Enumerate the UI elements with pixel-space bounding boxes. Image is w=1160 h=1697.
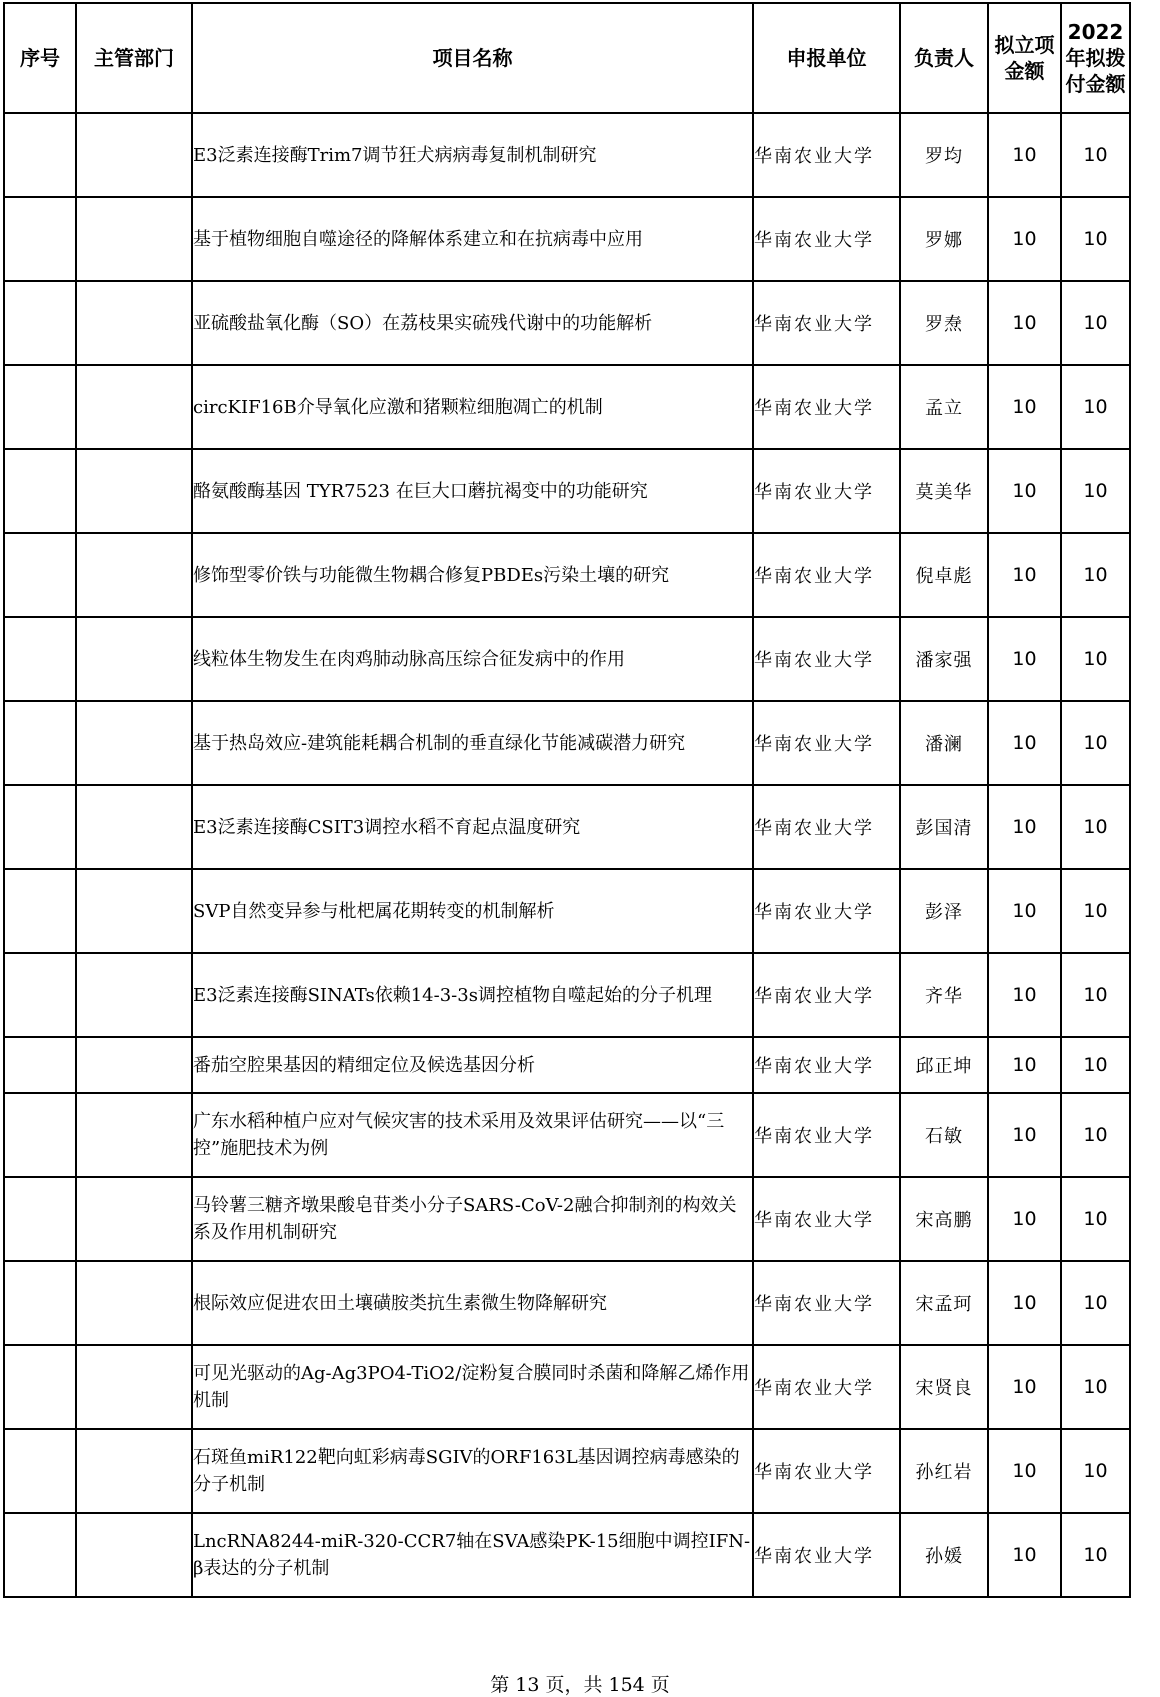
header-project: 项目名称 (192, 3, 753, 113)
seq-cell (4, 953, 76, 1037)
seq-cell (4, 617, 76, 701)
project-name-cell: 酪氨酸酶基因 TYR7523 在巨大口蘑抗褐变中的功能研究 (192, 449, 753, 533)
table-row (4, 365, 1130, 449)
seq-cell (4, 449, 76, 533)
amount-cell: 10 (988, 869, 1061, 953)
person-cell: 宋孟珂 (900, 1261, 988, 1345)
project-name-cell: 马铃薯三糖齐墩果酸皂苷类小分子SARS-CoV-2融合抑制剂的构效关系及作用机制研究 (192, 1177, 753, 1261)
amount-cell: 10 (988, 365, 1061, 449)
project-name-cell: 修饰型零价铁与功能微生物耦合修复PBDEs污染土壤的研究 (192, 533, 753, 617)
header-dept: 主管部门 (76, 3, 192, 113)
dept-cell (76, 1037, 192, 1093)
amount-cell: 10 (988, 197, 1061, 281)
unit-cell: 华南农业大学 (753, 1345, 900, 1429)
project-name-cell: SVP自然变异参与枇杷属花期转变的机制解析 (192, 869, 753, 953)
person-cell: 齐华 (900, 953, 988, 1037)
unit-cell: 华南农业大学 (753, 113, 900, 197)
table-row (4, 869, 1130, 953)
table-row (4, 1261, 1130, 1345)
seq-cell (4, 1345, 76, 1429)
pay-cell: 10 (1061, 1037, 1130, 1093)
unit-cell: 华南农业大学 (753, 953, 900, 1037)
header-amount: 拟立项金额 (988, 3, 1061, 113)
project-name-cell: 线粒体生物发生在肉鸡肺动脉高压综合征发病中的作用 (192, 617, 753, 701)
amount-cell: 10 (988, 1037, 1061, 1093)
person-cell: 宋贤良 (900, 1345, 988, 1429)
pay-cell: 10 (1061, 533, 1130, 617)
unit-cell: 华南农业大学 (753, 449, 900, 533)
amount-cell: 10 (988, 113, 1061, 197)
unit-cell: 华南农业大学 (753, 1429, 900, 1513)
person-cell: 莫美华 (900, 449, 988, 533)
dept-cell (76, 1177, 192, 1261)
table-row (4, 701, 1130, 785)
pay-cell: 10 (1061, 701, 1130, 785)
pay-cell: 10 (1061, 617, 1130, 701)
table-row (4, 197, 1130, 281)
seq-cell (4, 1261, 76, 1345)
person-cell: 邱正坤 (900, 1037, 988, 1093)
table-row (4, 1093, 1130, 1177)
dept-cell (76, 953, 192, 1037)
project-name-cell: 石斑鱼miR122靶向虹彩病毒SGIV的ORF163L基因调控病毒感染的分子机制 (192, 1429, 753, 1513)
project-name-cell: LncRNA8244-miR-320-CCR7轴在SVA感染PK-15细胞中调控IFN-β表达的分子机制 (192, 1513, 753, 1597)
project-name-cell: 番茄空腔果基因的精细定位及候选基因分析 (192, 1037, 753, 1093)
person-cell: 罗焘 (900, 281, 988, 365)
table-row (4, 533, 1130, 617)
table-row (4, 1345, 1130, 1429)
project-name-cell: E3泛素连接酶CSIT3调控水稻不育起点温度研究 (192, 785, 753, 869)
seq-cell (4, 281, 76, 365)
person-cell: 孟立 (900, 365, 988, 449)
amount-cell: 10 (988, 1513, 1061, 1597)
amount-cell: 10 (988, 785, 1061, 869)
seq-cell (4, 1093, 76, 1177)
project-name-cell: circKIF16B介导氧化应激和猪颗粒细胞凋亡的机制 (192, 365, 753, 449)
project-name-cell: 基于植物细胞自噬途径的降解体系建立和在抗病毒中应用 (192, 197, 753, 281)
person-cell: 罗均 (900, 113, 988, 197)
amount-cell: 10 (988, 701, 1061, 785)
pay-cell: 10 (1061, 197, 1130, 281)
person-cell: 孙红岩 (900, 1429, 988, 1513)
dept-cell (76, 365, 192, 449)
amount-cell: 10 (988, 1345, 1061, 1429)
pay-cell: 10 (1061, 281, 1130, 365)
pay-cell: 10 (1061, 953, 1130, 1037)
dept-cell (76, 1261, 192, 1345)
project-name-cell: 根际效应促进农田土壤磺胺类抗生素微生物降解研究 (192, 1261, 753, 1345)
pay-cell: 10 (1061, 1345, 1130, 1429)
person-cell: 潘家强 (900, 617, 988, 701)
project-name-cell: 广东水稻种植户应对气候灾害的技术采用及效果评估研究——以“三控”施肥技术为例 (192, 1093, 753, 1177)
project-name-cell: E3泛素连接酶SINATs依赖14-3-3s调控植物自噬起始的分子机理 (192, 953, 753, 1037)
dept-cell (76, 533, 192, 617)
person-cell: 彭国清 (900, 785, 988, 869)
seq-cell (4, 701, 76, 785)
pay-cell: 10 (1061, 785, 1130, 869)
amount-cell: 10 (988, 449, 1061, 533)
seq-cell (4, 365, 76, 449)
dept-cell (76, 449, 192, 533)
table-row (4, 1037, 1130, 1093)
pay-cell: 10 (1061, 1261, 1130, 1345)
person-cell: 宋高鹏 (900, 1177, 988, 1261)
seq-cell (4, 1429, 76, 1513)
unit-cell: 华南农业大学 (753, 869, 900, 953)
person-cell: 罗娜 (900, 197, 988, 281)
unit-cell: 华南农业大学 (753, 281, 900, 365)
project-name-cell: E3泛素连接酶Trim7调节狂犬病病毒复制机制研究 (192, 113, 753, 197)
table-row (4, 785, 1130, 869)
table-row (4, 113, 1130, 197)
project-name-cell: 亚硫酸盐氧化酶（SO）在荔枝果实硫残代谢中的功能解析 (192, 281, 753, 365)
unit-cell: 华南农业大学 (753, 1261, 900, 1345)
pay-cell: 10 (1061, 365, 1130, 449)
dept-cell (76, 281, 192, 365)
table-row (4, 1177, 1130, 1261)
person-cell: 潘澜 (900, 701, 988, 785)
header-pay: 2022年拟拨付金额 (1061, 3, 1130, 113)
dept-cell (76, 1429, 192, 1513)
seq-cell (4, 1177, 76, 1261)
unit-cell: 华南农业大学 (753, 785, 900, 869)
table-row (4, 617, 1130, 701)
seq-cell (4, 197, 76, 281)
person-cell: 彭泽 (900, 869, 988, 953)
seq-cell (4, 785, 76, 869)
unit-cell: 华南农业大学 (753, 617, 900, 701)
amount-cell: 10 (988, 953, 1061, 1037)
dept-cell (76, 869, 192, 953)
unit-cell: 华南农业大学 (753, 1177, 900, 1261)
amount-cell: 10 (988, 281, 1061, 365)
dept-cell (76, 617, 192, 701)
amount-cell: 10 (988, 1261, 1061, 1345)
unit-cell: 华南农业大学 (753, 365, 900, 449)
table-row (4, 281, 1130, 365)
project-name-cell: 可见光驱动的Ag-Ag3PO4-TiO2/淀粉复合膜同时杀菌和降解乙烯作用机制 (192, 1345, 753, 1429)
amount-cell: 10 (988, 1093, 1061, 1177)
table-row (4, 449, 1130, 533)
dept-cell (76, 701, 192, 785)
header-seq: 序号 (4, 3, 76, 113)
pay-cell: 10 (1061, 869, 1130, 953)
table-row (4, 1513, 1130, 1597)
unit-cell: 华南农业大学 (753, 1513, 900, 1597)
unit-cell: 华南农业大学 (753, 533, 900, 617)
dept-cell (76, 1513, 192, 1597)
unit-cell: 华南农业大学 (753, 1037, 900, 1093)
person-cell: 石敏 (900, 1093, 988, 1177)
header-row (4, 3, 1130, 113)
dept-cell (76, 197, 192, 281)
dept-cell (76, 1093, 192, 1177)
page-footer: 第 13 页，共 154 页 (490, 1674, 670, 1696)
dept-cell (76, 785, 192, 869)
table-row (4, 953, 1130, 1037)
pay-cell: 10 (1061, 1093, 1130, 1177)
dept-cell (76, 1345, 192, 1429)
pay-cell: 10 (1061, 449, 1130, 533)
person-cell: 倪卓彪 (900, 533, 988, 617)
pay-cell: 10 (1061, 1513, 1130, 1597)
seq-cell (4, 113, 76, 197)
dept-cell (76, 113, 192, 197)
unit-cell: 华南农业大学 (753, 1093, 900, 1177)
pay-cell: 10 (1061, 1429, 1130, 1513)
amount-cell: 10 (988, 533, 1061, 617)
header-person: 负责人 (900, 3, 988, 113)
pay-cell: 10 (1061, 1177, 1130, 1261)
seq-cell (4, 533, 76, 617)
table-row (4, 1429, 1130, 1513)
header-unit: 申报单位 (753, 3, 900, 113)
unit-cell: 华南农业大学 (753, 197, 900, 281)
person-cell: 孙媛 (900, 1513, 988, 1597)
amount-cell: 10 (988, 1177, 1061, 1261)
pay-cell: 10 (1061, 113, 1130, 197)
seq-cell (4, 1037, 76, 1093)
amount-cell: 10 (988, 1429, 1061, 1513)
seq-cell (4, 1513, 76, 1597)
seq-cell (4, 869, 76, 953)
project-table (3, 2, 1131, 1598)
project-name-cell: 基于热岛效应-建筑能耗耦合机制的垂直绿化节能减碳潜力研究 (192, 701, 753, 785)
unit-cell: 华南农业大学 (753, 701, 900, 785)
amount-cell: 10 (988, 617, 1061, 701)
